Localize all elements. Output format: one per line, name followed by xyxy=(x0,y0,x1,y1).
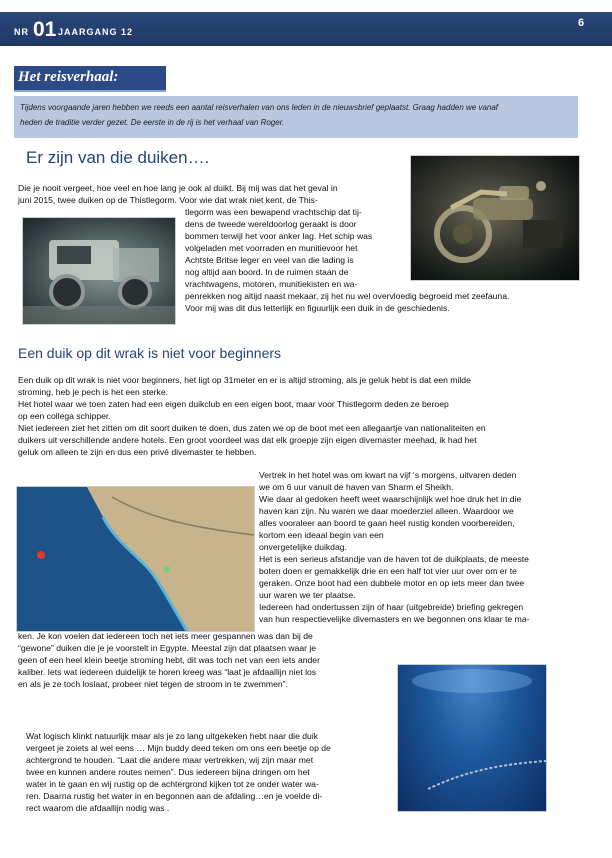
paragraph-line: kortom een ideaal begin van een xyxy=(259,530,384,540)
paragraph-line: van hun respectievelijke divemasters en we begonnen ons klaar te ma- xyxy=(259,614,530,624)
paragraph-line: stroming, heb je pech is het een sterke. xyxy=(18,387,168,397)
truck-illustration xyxy=(23,218,175,324)
paragraph-line: Die je nooit vergeet, hoe veel en hoe lang je ook al duikt. Bij mij was dat het geval in xyxy=(18,183,338,193)
issue-nr-label: NR xyxy=(14,27,29,37)
paragraph-line: twee en kunnen andere routes nemen”. Dus iedereen bijna dringen om het xyxy=(26,767,310,777)
paragraph-line: onvergetelijke duikdag. xyxy=(259,542,347,552)
paragraph-line: Vertrek in het hotel was om kwart na vijf ‘s morgens, uitvaren deden xyxy=(259,470,517,480)
paragraph-line: uur waren we ter plaatse. xyxy=(259,590,356,600)
paragraph-line: ren. Daarna rustig het water in en begonnen aan de afdaling…en je voelde di- xyxy=(26,791,323,801)
paragraph-line: juni 2015, twee duiken op de Thistlegorm. Voor wie dat wrak niet kent, de This- xyxy=(18,195,318,205)
paragraph-line: we om 6 uur vanuit de haven van Sharm el Sheikh. xyxy=(259,482,454,492)
paragraph-line: ken. Je kon voelen dat iedereen toch net iets meer gespannen was dan bij de xyxy=(18,631,313,641)
paragraph-line: dens de tweede wereldoorlog geraakt is door xyxy=(185,219,357,229)
paragraph-line: bommen terwijl het voor anker lag. Het schip was xyxy=(185,231,373,241)
paragraph-line: haven kan zijn. Nu waren we daar moederziel alleen. Waardoor we xyxy=(259,506,514,516)
paragraph-line: volgeladen met voorraden en munitievoor het xyxy=(185,243,358,253)
paragraph-line: nog altijd aan boord. In de ruimen staan de xyxy=(185,267,349,277)
paragraph-line: Het is een serieus afstandje van de haven tot de duikplaats, de meeste xyxy=(259,554,529,564)
paragraph-line: achtergrond te houden. “Laat die andere maar vertrekken, wij zijn maar met xyxy=(26,755,314,765)
paragraph-line: Wie daar al gedoken heeft weet waarschijnlijk wel hoe druk het in die xyxy=(259,494,522,504)
paragraph-line: op een collega schipper. xyxy=(18,411,111,421)
paragraph-line: “gewone” duiken die je je voorstelt in Egypte. Meestal zijn dat plaatsen waar je xyxy=(18,643,317,653)
paragraph-line: Achtste Britse leger en veel van die lading is xyxy=(185,255,354,265)
paragraph-line: Een duik op dit wrak is niet voor beginners, het ligt op 31meter en er is altijd stroming, als je geluk hebt is dat een milde xyxy=(18,375,471,385)
paragraph-line: vergeet je zoiets al wel eens … Mijn buddy deed teken om ons een beetje op de xyxy=(26,743,331,753)
paragraph-line: geraken. Onze boot had een dubbele motor en op iets meer dan twee xyxy=(259,578,525,588)
paragraph-line: Het hotel waar we toen zaten had een eigen duikclub en een eigen boot, maar voor Thistlegorm deden ze beroep xyxy=(18,399,449,409)
article-title: Er zijn van die duiken…. xyxy=(26,148,210,167)
paragraph-line: kaliber. Iets wat iedereen duidelijk te horen kreeg was “laat je afdaallijn niet los xyxy=(18,667,317,677)
article-subtitle: Een duik op dit wrak is niet voor beginners xyxy=(18,345,282,361)
descent-line-illustration xyxy=(398,665,546,811)
paragraph-line: water in te gaan en wij rustig op de achtergrond kijken tot ze onder water wa- xyxy=(26,779,319,789)
paragraph-line: geen of een heel klein beetje stroming hebt, dit was toch net van een iets ander xyxy=(18,655,320,665)
wreck-truck-photo xyxy=(22,217,176,325)
paragraph-line: en als je ze toch loslaat, probeer niet tegen de stroom in te zwemmen”. xyxy=(18,679,288,689)
wreck-motorcycle-photo xyxy=(410,155,580,281)
paragraph-line: penrekken nog altijd naast mekaar, zij het nu wel overvloedig begroeid met zeefauna. xyxy=(185,291,510,301)
page-number: 6 xyxy=(578,17,585,29)
section-label: Het reisverhaal: xyxy=(18,69,119,85)
intro-line: Tijdens voorgaande jaren hebben we reeds een aantal reisverhalen van ons leden in de nieuwsbrief geplaatst. Graag hadden we vanaf xyxy=(20,103,499,112)
paragraph-line: duikers uit verschillende andere hotels. Een groot voordeel was dat elk groepje zijn eigen divemaster meehad, ik had het xyxy=(18,435,477,445)
issue-number: 01 xyxy=(33,18,57,41)
paragraph-line: Wat logisch klinkt natuurlijk maar als je zo lang uitgekeken hebt naar die duik xyxy=(26,731,319,741)
paragraph-line: boten doen er gemakkelijk drie en een half tot vier uur over om er te xyxy=(259,566,517,576)
paragraph-line: Voor mij was dit dus letterlijk en figuurlijk een duik in de geschiedenis. xyxy=(185,303,450,313)
paragraph-line: rect waarom die afdaallijn nodig was . xyxy=(26,803,170,813)
jaargang-label: JAARGANG 12 xyxy=(58,27,134,37)
paragraph-line: tlegorm was een bewapend vrachtschip dat tij- xyxy=(185,207,362,217)
map-illustration xyxy=(17,487,254,631)
paragraph-line: vrachtwagens, motoren, munitiekisten en wa- xyxy=(185,279,358,289)
paragraph-line: alles vooraleer aan boord te gaan heel rustig konden voorbereiden, xyxy=(259,518,515,528)
descent-line-photo xyxy=(397,664,547,812)
paragraph-line: geluk om alleen te zijn en dus een privé divemaster te hebben. xyxy=(18,447,257,457)
motorcycle-illustration xyxy=(411,156,579,280)
intro-line: heden de traditie verder gezet. De eerste in de rij is het verhaal van Roger. xyxy=(20,118,285,127)
sharm-el-sheikh-map xyxy=(16,486,255,632)
intro-text xyxy=(20,100,572,130)
paragraph-line: Niet iedereen ziet het zitten om dit soort duiken te doen, dus zaten we op de boot met een allegaartje van nationaliteiten en xyxy=(18,423,486,433)
paragraph-line: Iedereen had ondertussen zijn of haar (uitgebreide) briefing gekregen xyxy=(259,602,524,612)
